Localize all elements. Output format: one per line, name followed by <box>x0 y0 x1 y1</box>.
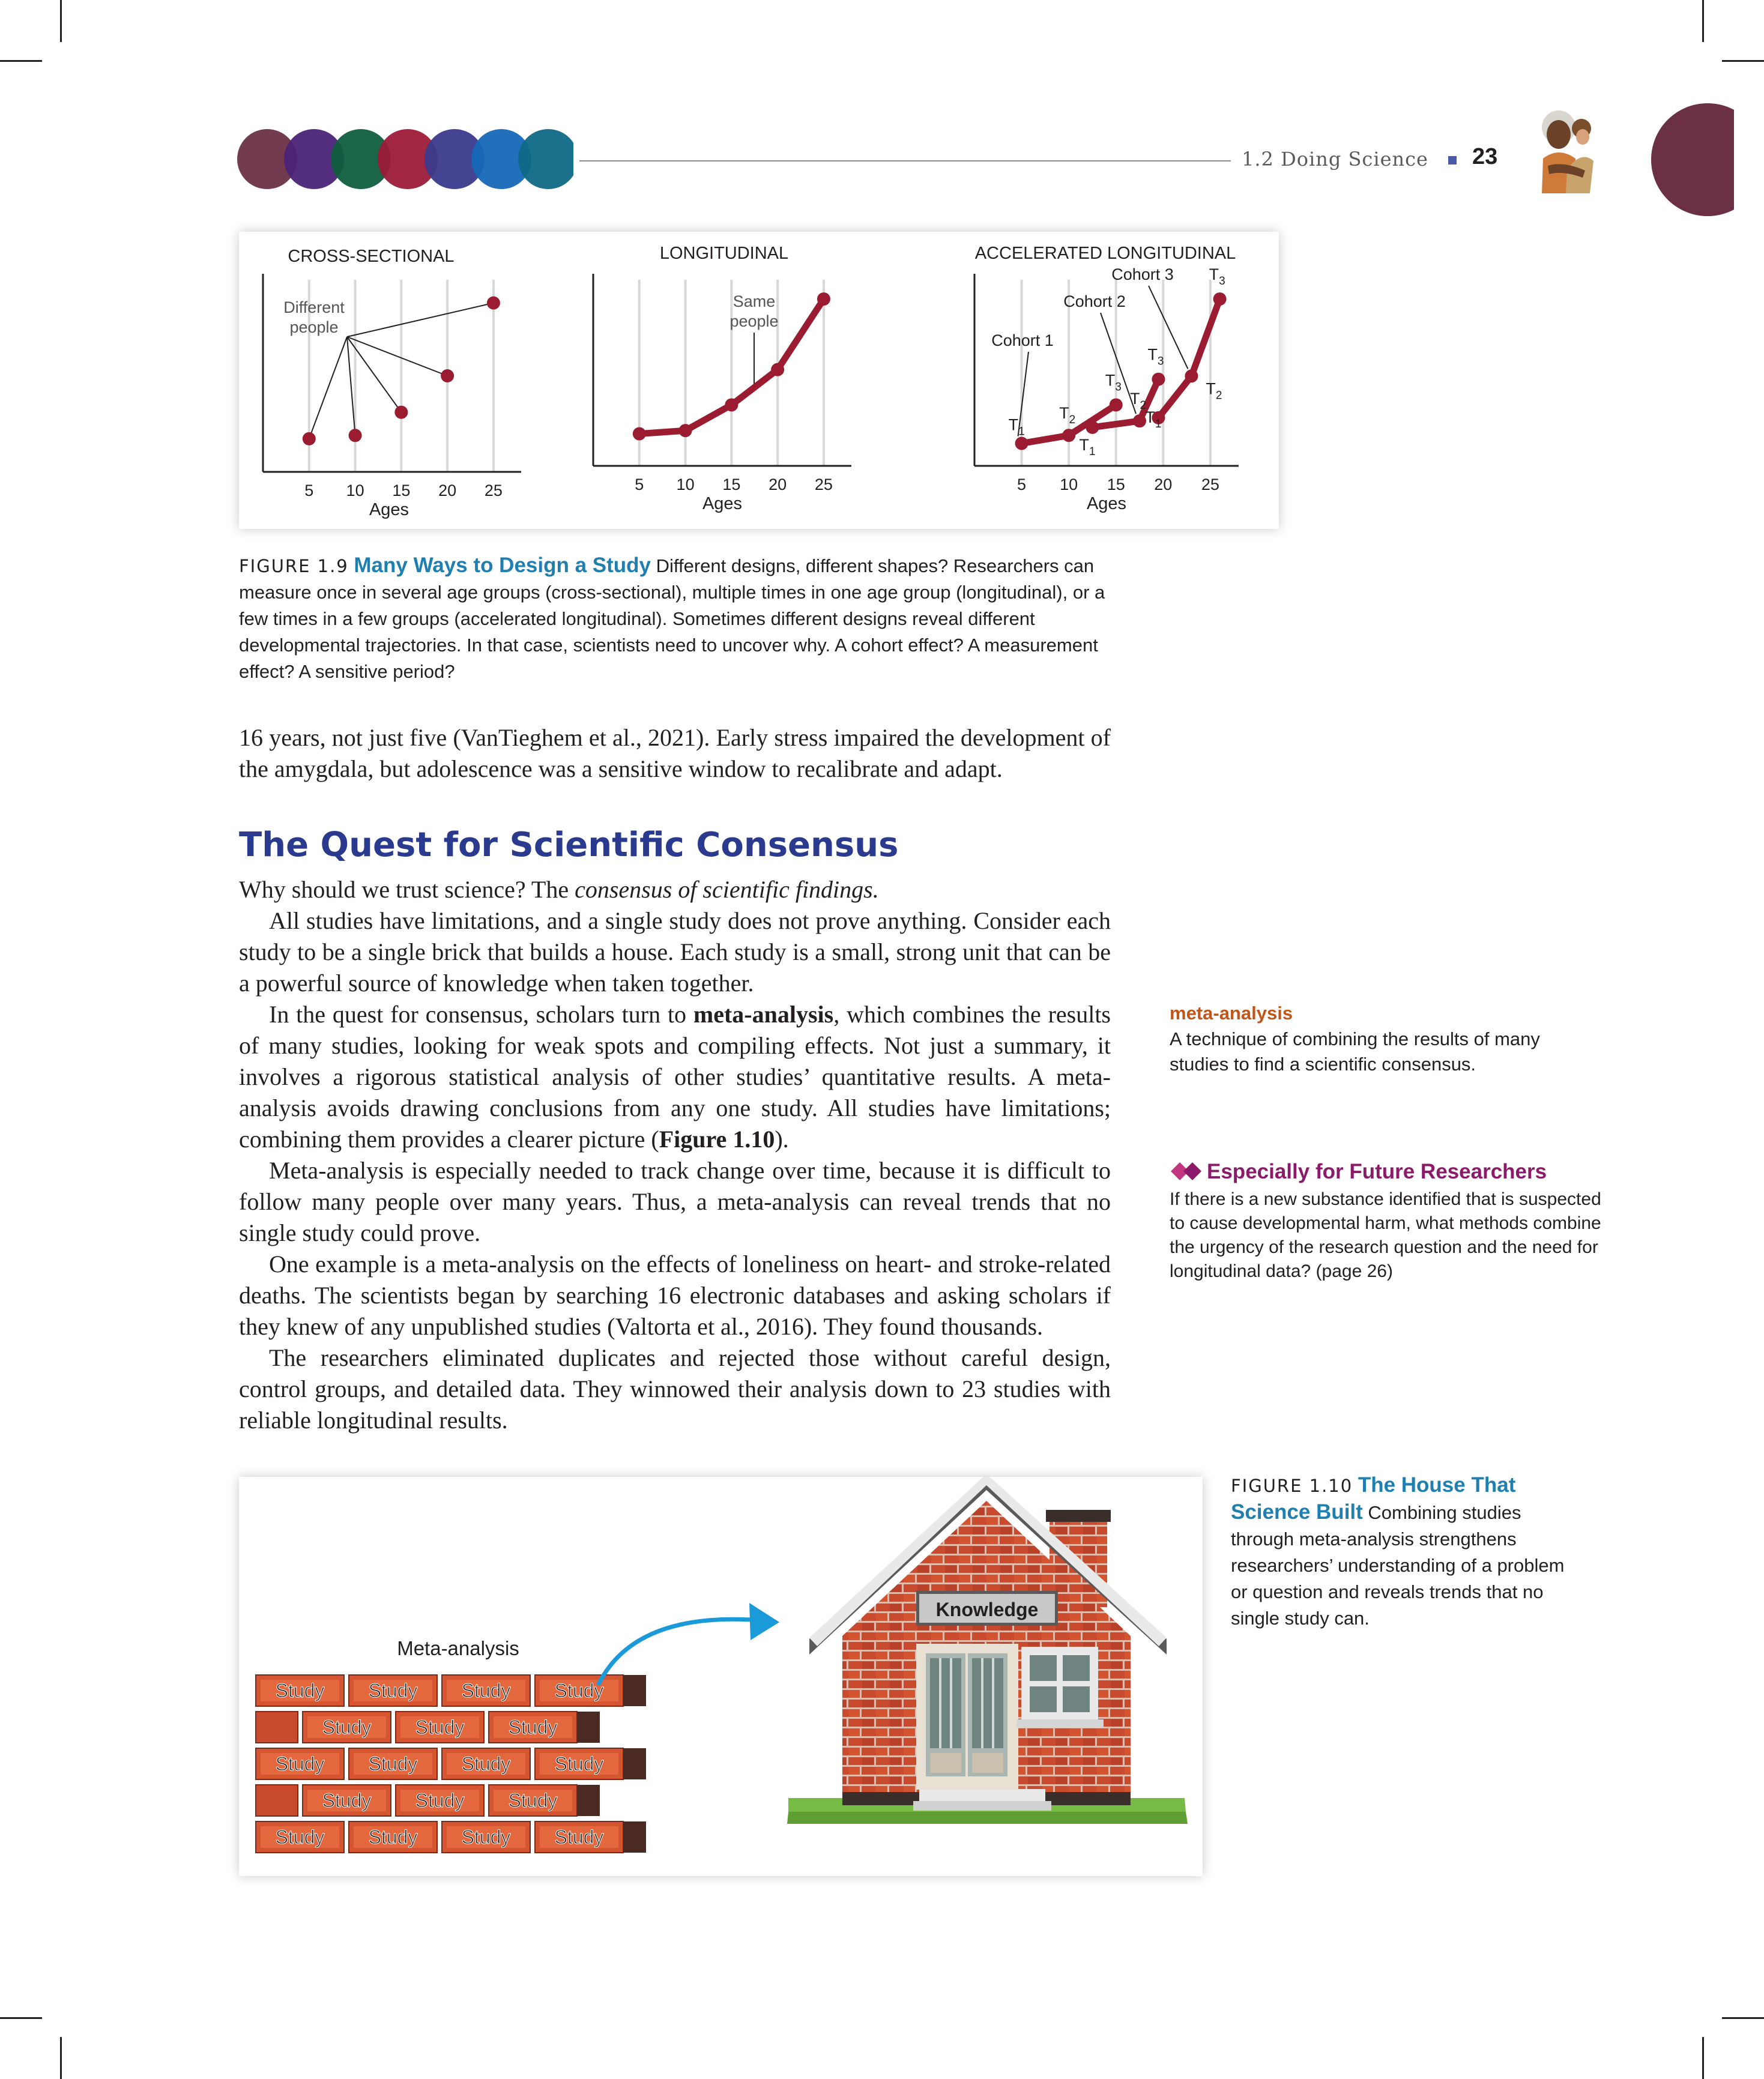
study-brick-label: Study <box>275 1680 325 1701</box>
study-brick-label: Study <box>322 1790 372 1811</box>
text-run: ). <box>775 1126 789 1153</box>
chart-title: LONGITUDINAL <box>659 244 789 263</box>
crop-mark <box>1702 0 1704 42</box>
chart-title: ACCELERATED LONGITUDINAL <box>974 244 1236 263</box>
time-point-subscript: 1 <box>1155 417 1162 430</box>
figure-1-10-title: The House That Science Built <box>1231 1473 1516 1524</box>
x-tick-label: 5 <box>635 475 644 493</box>
study-brick-label: Study <box>554 1753 604 1775</box>
chart-annotation: Same <box>732 292 776 310</box>
figure-1-10-illustration <box>239 1477 1203 1876</box>
x-tick-label: 25 <box>1201 475 1219 493</box>
data-point <box>1133 414 1146 427</box>
study-brick-label: Study <box>415 1790 465 1811</box>
x-tick-label: 25 <box>814 475 833 493</box>
x-tick-label: 15 <box>392 481 411 499</box>
leader-line <box>347 303 494 337</box>
crop-mark <box>1722 2017 1764 2019</box>
series-label: Cohort 3 <box>1111 265 1174 283</box>
study-brick-label: Study <box>554 1826 604 1848</box>
body-paragraph <box>239 874 1111 905</box>
future-researchers-body: If there is a new substance identified that is suspected to cause developmental harm, what methods combine the urgency of the research question and the need for longitudinal data? (page 26) <box>1170 1189 1601 1281</box>
time-point-subscript: 2 <box>1215 389 1222 402</box>
time-point-subscript: 1 <box>1018 425 1025 438</box>
knowledge-sign: Knowledge <box>935 1599 1039 1620</box>
x-tick-label: 10 <box>676 475 695 493</box>
body-section <box>239 874 1111 1436</box>
x-tick-label: 20 <box>769 475 787 493</box>
time-point-label: $T_2$ <box>1130 390 1147 412</box>
study-brick-label: Study <box>461 1680 511 1701</box>
body-paragraph: The researchers eliminated duplicates and rejected those without careful design, control groups, and detailed data. They winnowed their analysis down to 23 studies with reliable longitudinal results. <box>239 1344 1111 1434</box>
data-point <box>487 297 500 310</box>
figure-1-9-title: Many Ways to Design a Study <box>354 554 651 577</box>
chapter-tab <box>1651 103 1764 216</box>
time-point-label: $T_3$ <box>1209 265 1225 288</box>
crop-mark <box>0 60 42 62</box>
x-tick-label: 20 <box>438 481 457 499</box>
figure-1-9-charts <box>239 232 1279 529</box>
study-brick-label: Study <box>461 1826 511 1848</box>
chart-annotation: people <box>289 318 339 336</box>
data-point <box>1213 292 1227 306</box>
study-brick-label: Study <box>508 1716 558 1738</box>
data-point <box>441 369 454 382</box>
future-researchers-title: Especially for Future Researchers <box>1207 1160 1547 1183</box>
brick-shadow <box>623 1821 646 1853</box>
figure-1-10-caption-text: Combining studies through meta-analysis strengthens researchers’ understanding of a problem or question and reveals trends that no single study can. <box>1231 1502 1565 1629</box>
study-brick-label: Study <box>322 1716 372 1738</box>
time-point-subscript: 2 <box>1140 399 1147 412</box>
time-point-label: $T_3$ <box>1147 345 1164 368</box>
data-point <box>1086 421 1099 434</box>
diamond-icon <box>1170 1161 1204 1181</box>
chart-title: CROSS-SECTIONAL <box>288 247 455 266</box>
brick-shadow <box>577 1785 600 1816</box>
section-heading: The Quest for Scientific Consensus <box>239 825 899 864</box>
brick-shadow <box>623 1748 646 1779</box>
study-brick-label: Study <box>508 1790 558 1811</box>
data-point <box>817 292 830 306</box>
half-brick <box>256 1785 298 1816</box>
data-point <box>725 398 738 411</box>
study-brick-label: Study <box>275 1826 325 1848</box>
body-paragraph: All studies have limitations, and a single study does not prove anything. Consider each study to be a single brick that builds a house. Each study is a small, strong unit that can be a powerful source of knowledge when taken together. <box>239 907 1111 997</box>
emphasis: consensus of scientific findings. <box>575 876 879 903</box>
data-point <box>303 432 316 445</box>
leader-line <box>1018 352 1028 436</box>
chart-annotation: Different <box>283 298 345 316</box>
x-tick-label: 10 <box>346 481 364 499</box>
x-axis-label: Ages <box>702 494 743 513</box>
crop-mark <box>0 2017 42 2019</box>
chart-annotation: people <box>729 312 779 330</box>
body-paragraph: 16 years, not just five (VanTieghem et al., 2021). Early stress impaired the development of the amygdala, but adolescence was a sensitive window to recalibrate and adapt. <box>239 724 1111 782</box>
header-rule <box>579 160 1231 161</box>
study-brick-label: Study <box>275 1753 325 1775</box>
data-point <box>771 363 784 376</box>
meta-analysis-label: Meta-analysis <box>397 1637 519 1659</box>
body-paragraph: One example is a meta-analysis on the effects of loneliness on heart- and stroke-related deaths. The scientists began by searching 16 electronic databases and asking scholars if they knew of any unpublished studies (Valtorta et al., 2016). They found thousands. <box>239 1251 1111 1340</box>
time-point-subscript: 2 <box>1069 414 1076 427</box>
data-point <box>633 427 646 441</box>
chart-0 <box>263 247 521 519</box>
figure-reference: Figure 1.10 <box>659 1126 775 1153</box>
time-point-subscript: 1 <box>1089 445 1096 458</box>
figure-1-9-caption <box>239 552 1122 685</box>
x-axis-label: Ages <box>1086 494 1127 513</box>
data-point <box>349 429 362 442</box>
glossary-definition: A technique of combining the results of many studies to find a scientific consensus. <box>1170 1028 1540 1075</box>
time-point-label: $T_2$ <box>1059 404 1076 427</box>
series-label: Cohort 2 <box>1063 292 1126 310</box>
time-point-subscript: 3 <box>1219 275 1225 288</box>
x-tick-label: 25 <box>484 481 503 499</box>
time-point-label: $T_2$ <box>1206 379 1222 402</box>
data-point <box>1152 373 1165 386</box>
x-tick-label: 10 <box>1060 475 1078 493</box>
study-brick-label: Study <box>368 1753 418 1775</box>
data-point <box>1062 429 1075 442</box>
study-brick-label: Study <box>461 1753 511 1775</box>
arrow-head-icon <box>749 1603 779 1640</box>
series-label: Cohort 1 <box>991 331 1054 349</box>
crop-mark <box>60 0 62 42</box>
time-point-subscript: 3 <box>1157 355 1164 368</box>
x-axis-label: Ages <box>369 500 409 519</box>
header-bullet <box>1448 156 1457 164</box>
data-point <box>1015 437 1028 450</box>
data-point <box>1110 398 1123 411</box>
chart-1 <box>593 244 851 513</box>
crop-mark <box>1702 2037 1704 2079</box>
crop-mark <box>60 2037 62 2079</box>
chart-2 <box>974 244 1239 513</box>
body-top <box>239 722 1111 785</box>
time-point-label: $T_3$ <box>1105 371 1122 394</box>
brick-shadow <box>577 1712 600 1743</box>
x-tick-label: 15 <box>722 475 741 493</box>
running-head: 1.2 Doing Science <box>1242 148 1428 170</box>
study-brick-label: Study <box>415 1716 465 1738</box>
text-run: In the quest for consensus, scholars turn to <box>269 1001 693 1028</box>
data-point <box>679 424 692 437</box>
body-paragraph <box>239 999 1111 1155</box>
figure-1-9-label: FIGURE 1.9 <box>239 556 349 576</box>
key-term: meta-analysis <box>693 1001 834 1028</box>
x-tick-label: 5 <box>1017 475 1027 493</box>
house <box>787 1477 1188 1824</box>
header-dots <box>237 126 573 192</box>
study-brick-label: Study <box>554 1680 604 1701</box>
figure-1-9-caption-text: Different designs, different shapes? Researchers can measure once in several age groups (cross-sectional), multiple times in one age group (longitudinal), or a few times in a few groups (accelerated longitudinal). Sometimes different designs reveal different developmental trajectories. In that case, scientists need to uncover why. A cohort effect? A measurement effect? A sensitive period? <box>239 555 1105 682</box>
data-point <box>394 406 408 419</box>
leader-line <box>309 337 347 439</box>
text-run: Why should we trust science? The <box>239 876 575 903</box>
crop-mark <box>1722 60 1764 62</box>
time-point-label: $T_1$ <box>1008 415 1025 438</box>
x-tick-label: 5 <box>304 481 314 499</box>
time-point-label: $T_1$ <box>1145 408 1162 430</box>
body-paragraph: Meta-analysis is especially needed to track change over time, because it is difficult to follow many people over many years. Thus, a meta-analysis can reveal trends that no single study could prove. <box>239 1157 1111 1246</box>
data-point <box>1185 369 1198 382</box>
study-brick-label: Study <box>368 1826 418 1848</box>
header-dot <box>518 129 573 189</box>
study-brick-label: Study <box>368 1680 418 1701</box>
half-brick <box>256 1712 298 1743</box>
page-number: 23 <box>1472 144 1498 169</box>
time-point-subscript: 3 <box>1115 381 1122 394</box>
figure-1-10-caption <box>1231 1472 1567 1632</box>
x-tick-label: 15 <box>1107 475 1125 493</box>
time-point-label: $T_1$ <box>1079 435 1096 458</box>
figure-1-10-label: FIGURE 1.10 <box>1231 1476 1353 1496</box>
grandparent-photo <box>1530 103 1602 193</box>
leader-line <box>347 337 355 435</box>
leader-line <box>347 337 447 376</box>
text-run: , which combines the results of many studies, looking for weak spots and compiling effects. Not just a summary, it involves a rigorous statistical analysis of other studies’ quantitative results. A meta-analysis avoids drawing conclusions from any one study. All studies have limitations; combining them provides a clearer picture ( <box>239 1001 1111 1153</box>
brick-shadow <box>623 1675 646 1706</box>
x-tick-label: 20 <box>1154 475 1173 493</box>
glossary-term: meta-analysis <box>1170 1003 1293 1024</box>
